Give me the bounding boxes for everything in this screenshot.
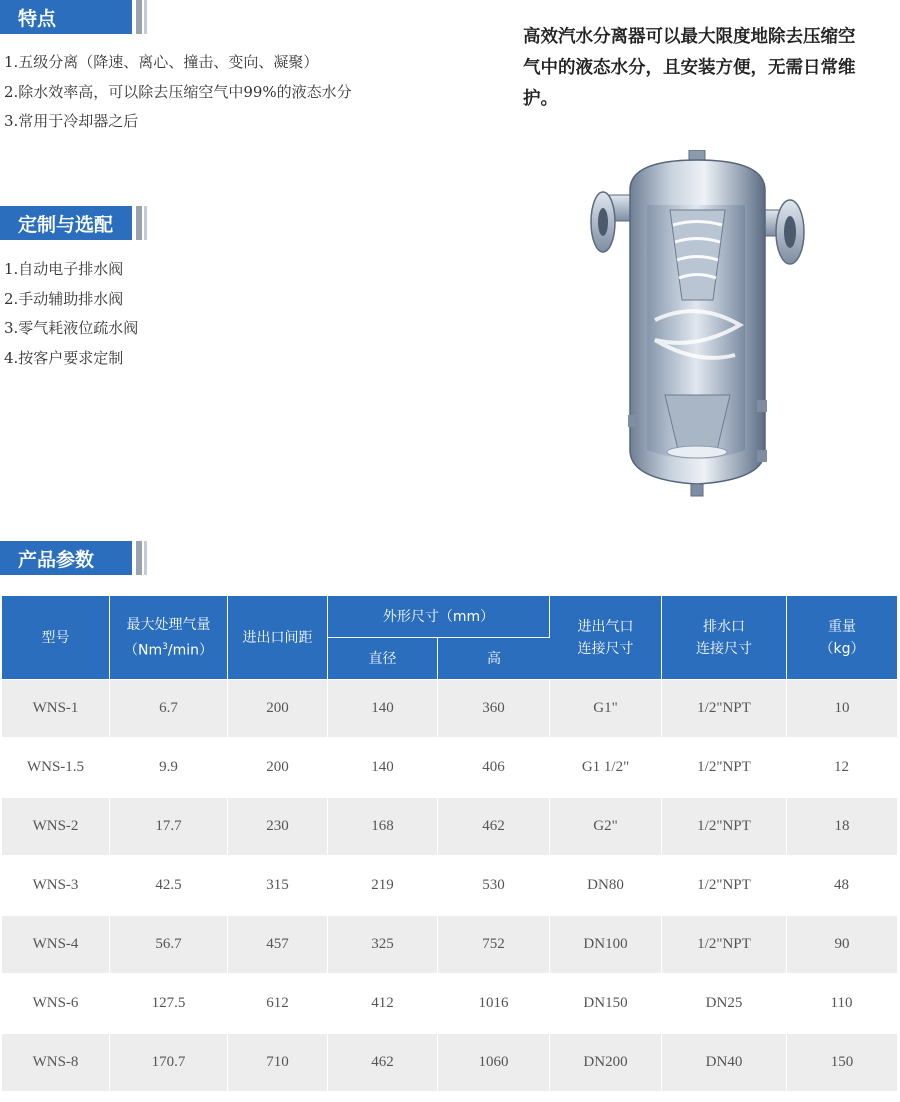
product-params-table	[2, 596, 897, 1093]
table-row: WNS-8 170.7 710 462 1060 DN200 DN40 150	[2, 1034, 897, 1093]
list-item: 4.按客户要求定制	[4, 348, 124, 367]
header-drain-size: 排水口 连接尺寸	[662, 596, 787, 680]
table-row: WNS-1.5 9.9 200 140 406 G1 1/2" 1/2"NPT 12	[2, 739, 897, 798]
custom-list	[4, 255, 138, 373]
header-inlet-size: 进出气口 连接尺寸	[550, 596, 662, 680]
custom-section-tab	[0, 206, 147, 240]
header-dimensions: 外形尺寸（mm）	[328, 596, 550, 638]
list-item: 2.除水效率高，可以除去压缩空气中99%的液态水分	[4, 82, 352, 101]
list-item: 3.零气耗液位疏水阀	[4, 319, 139, 337]
params-section-tab	[0, 541, 147, 575]
features-list	[4, 48, 352, 137]
params-title: 产品参数	[0, 541, 132, 575]
header-port-distance: 进出口间距	[228, 596, 328, 680]
product-intro: 高效汽水分离器可以最大限度地除去压缩空气中的液态水分，且安装方便，无需日常维护。	[523, 27, 856, 109]
table-row: WNS-4 56.7 457 325 752 DN100 1/2"NPT 90	[2, 916, 897, 975]
header-diameter: 直径	[328, 638, 438, 680]
custom-title: 定制与选配	[0, 206, 132, 240]
separator-illustration	[585, 150, 820, 500]
table-row: WNS-1 6.7 200 140 360 G1" 1/2"NPT 10	[2, 680, 897, 739]
list-item: 3.常用于冷却器之后	[4, 112, 139, 130]
table-row: WNS-3 42.5 315 219 530 DN80 1/2"NPT 48	[2, 857, 897, 916]
features-section-tab	[0, 0, 147, 34]
header-max-flow: 最大处理气量 （Nm$^3$/min）	[110, 596, 228, 680]
list-item: 1.五级分离（降速、离心、撞击、变向、凝聚）	[4, 53, 319, 71]
table-row: WNS-6 127.5 612 412 1016 DN150 DN25 110	[2, 975, 897, 1034]
header-weight: 重量 （kg）	[787, 596, 897, 680]
features-title: 特点	[0, 0, 132, 34]
header-model: 型号	[2, 596, 110, 680]
header-height: 高	[438, 638, 550, 680]
table-row: WNS-2 17.7 230 168 462 G2" 1/2"NPT 18	[2, 798, 897, 857]
list-item: 1.自动电子排水阀	[4, 260, 124, 278]
list-item: 2.手动辅助排水阀	[4, 289, 124, 308]
